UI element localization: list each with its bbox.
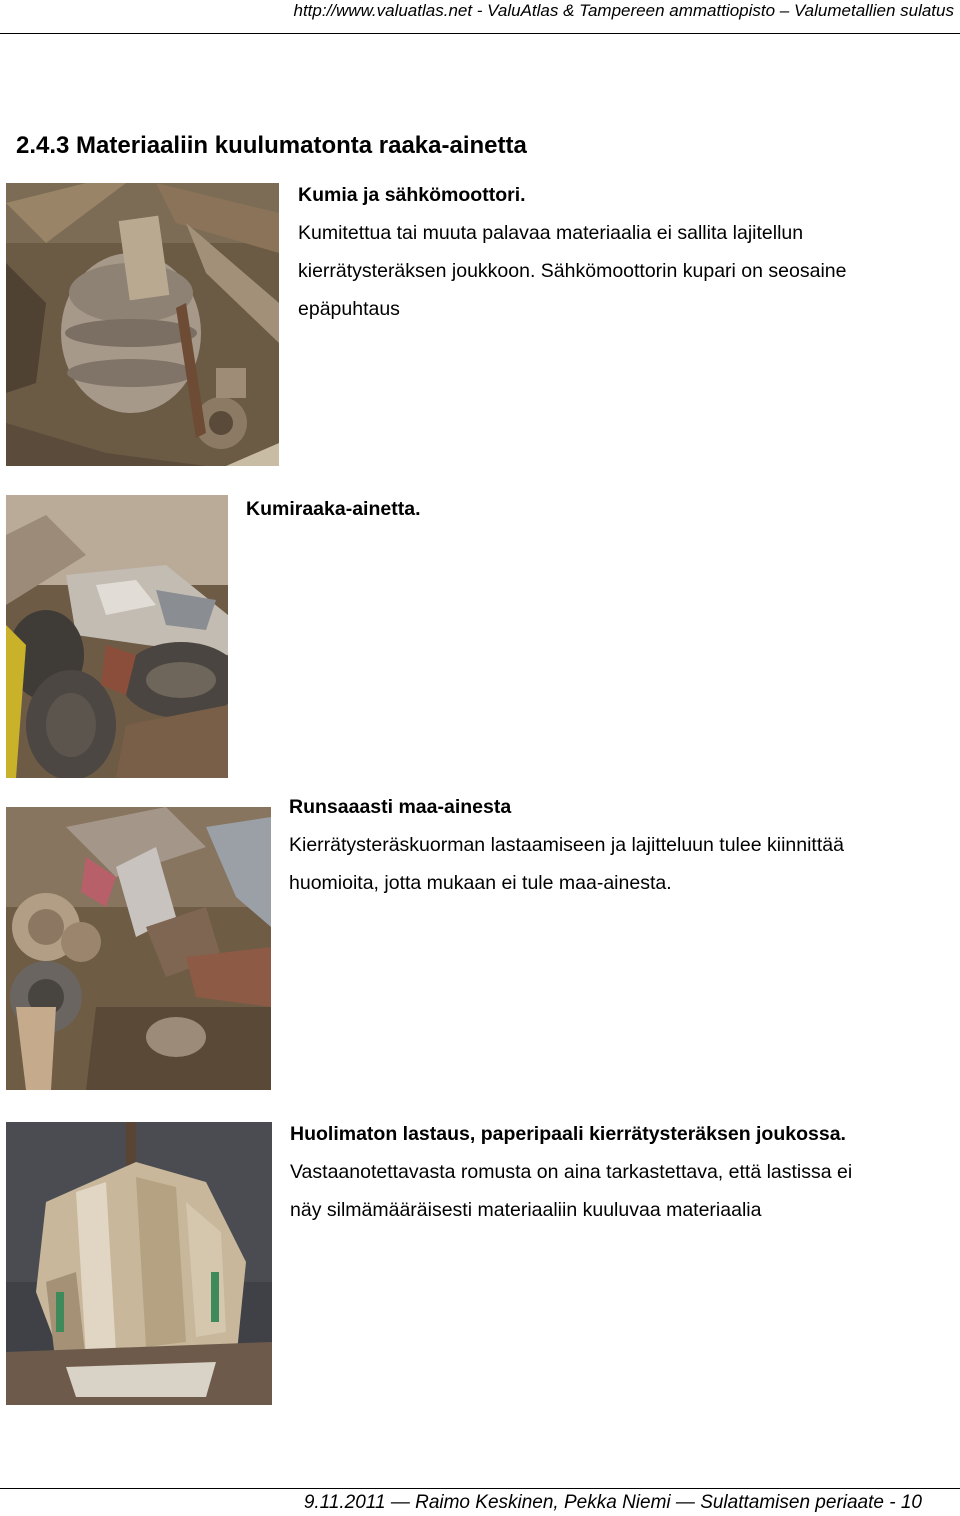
photo-rubber-and-motor bbox=[6, 183, 279, 466]
caption-item-3 bbox=[289, 788, 949, 902]
caption-line: näy silmämääräisesti materiaaliin kuuluvaa materiaalia bbox=[290, 1199, 762, 1221]
header-rule bbox=[0, 33, 960, 34]
caption-line: Vastaanotettavasta romusta on aina tarkastettava, että lastissa ei bbox=[290, 1161, 853, 1183]
caption-line: Kumitettua tai muuta palavaa materiaalia ei sallita lajitellun bbox=[298, 222, 804, 244]
caption-line: huomioita, jotta mukaan ei tule maa-ainesta. bbox=[289, 872, 672, 894]
caption-title: Runsaaasti maa-ainesta bbox=[289, 796, 512, 818]
caption-line: Kierrätysteräskuorman lastaamiseen ja lajitteluun tulee kiinnittää bbox=[289, 834, 844, 856]
caption-line: kierrätysteräksen joukkoon. Sähkömoottorin kupari on seosaine bbox=[298, 260, 847, 282]
caption-title: Kumia ja sähkömoottori. bbox=[298, 184, 526, 206]
photo-soil-scrap bbox=[6, 807, 271, 1090]
caption-title: Huolimaton lastaus, paperipaali kierrätysteräksen joukossa. bbox=[290, 1123, 846, 1145]
page-header[interactable]: http://www.valuatlas.net - ValuAtlas & Tampereen ammattiopisto – Valumetallien sulatus bbox=[293, 1, 954, 20]
caption-item-4 bbox=[290, 1115, 950, 1229]
caption-item-1 bbox=[298, 176, 948, 328]
caption-title: Kumiraaka-ainetta. bbox=[246, 498, 421, 520]
footer-rule bbox=[0, 1488, 960, 1489]
section-heading: 2.4.3 Materiaaliin kuulumatonta raaka-ainetta bbox=[16, 132, 527, 159]
caption-item-2 bbox=[246, 490, 936, 528]
caption-line: epäpuhtaus bbox=[298, 298, 400, 320]
photo-rubber-material bbox=[6, 495, 228, 778]
photo-paper-bale bbox=[6, 1122, 272, 1405]
page-footer: 9.11.2011 — Raimo Keskinen, Pekka Niemi — Sulattamisen periaate - 10 bbox=[303, 1492, 922, 1513]
